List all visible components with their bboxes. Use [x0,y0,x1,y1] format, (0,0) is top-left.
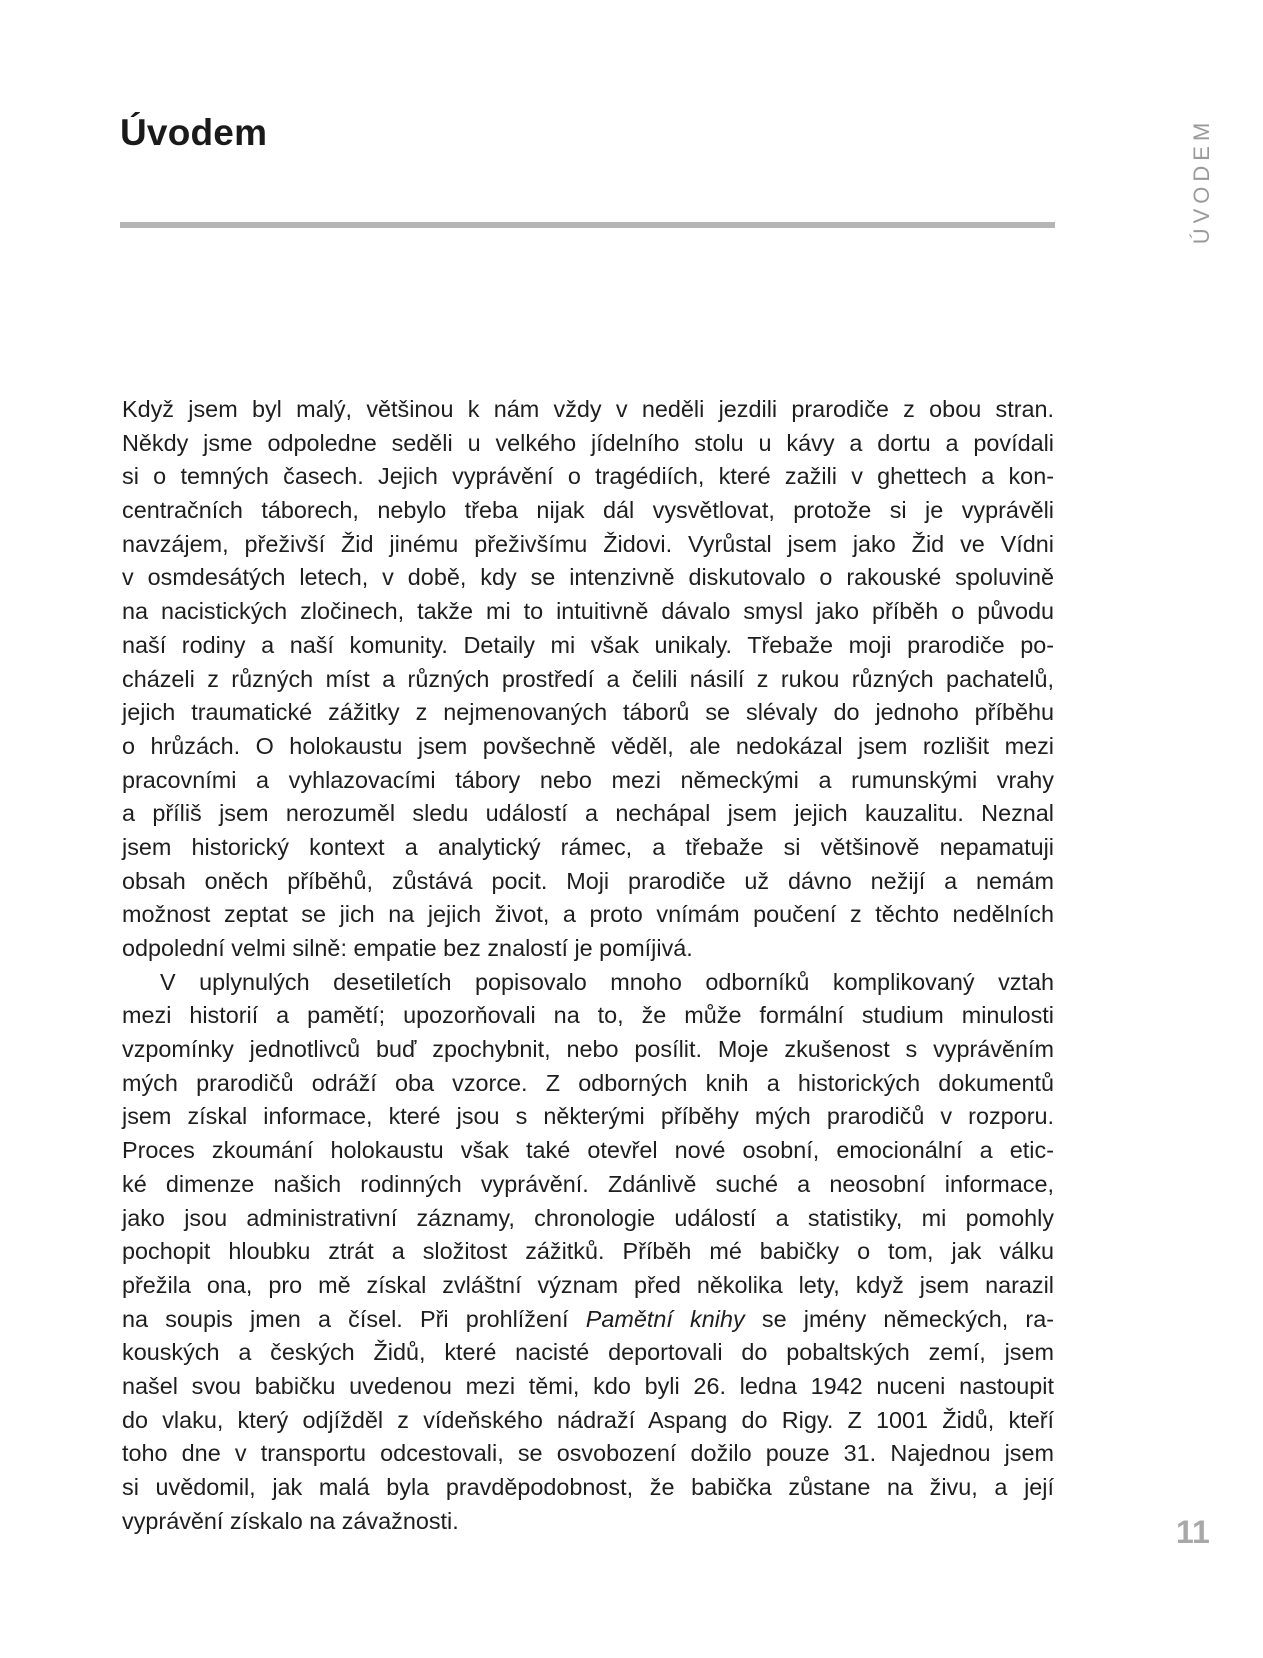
text-line: Někdy jsme odpoledne seděli u velkého jídelního stolu u kávy a dortu a povídali [122,429,1054,456]
text-line: obsah oněch příběhů, zůstává pocit. Moji prarodiče už dávno nežijí a nemám [122,867,1054,894]
text-line: přežila ona, pro mě získal zvláštní význam před několika lety, když jsem narazil [122,1271,1054,1298]
text-line: jsem historický kontext a analytický rámec, a třebaže si většinově nepamatuji [122,833,1054,860]
text-fragment: na soupis jmen a čísel. Při prohlížení [122,1305,586,1332]
text-line: v osmdesátých letech, v době, kdy se intenzivně diskutovalo o rakouské spoluvině [122,564,1054,591]
text-line: do vlaku, který odjížděl z vídeňského nádraží Aspang do Rigy. Z 1001 Židů, kteří [122,1406,1054,1433]
text-line: pochopit hloubku ztrát a složitost zážitků. Příběh mé babičky o tom, jak válku [122,1238,1054,1265]
text-line: mezi historií a pamětí; upozorňovali na to, že může formální studium minulosti [122,1002,1054,1029]
text-line-with-book-title [122,1303,1054,1337]
text-line: jako jsou administrativní záznamy, chronologie událostí a statistiky, mi pomohly [122,1204,1054,1231]
text-line: odpolední velmi silně: empatie bez znalostí je pomíjivá. [122,935,693,961]
text-line: Proces zkoumání holokaustu však také otevřel nové osobní, emocionální a etic- [122,1137,1054,1164]
text-line: o hrůzách. O holokaustu jsem povšechně věděl, ale nedokázal jsem rozlišit mezi [122,732,1054,759]
page-number: 11 [1176,1514,1210,1550]
text-line: ké dimenze našich rodinných vyprávění. Zdánlivě suché a neosobní informace, [122,1170,1054,1197]
text-line: pracovními a vyhlazovacími tábory nebo mezi německými a rumunskými vrahy [122,766,1054,793]
running-head [1185,117,1219,244]
running-head-text: ÚVODEM [1189,117,1214,244]
text-line: jejich traumatické zážitky z nejmenovaných táborů se slévaly do jednoho příběhu [122,699,1054,726]
text-line: centračních táborech, nebylo třeba nijak dál vysvětlovat, protože si je vyprávěli [122,497,1054,524]
text-line: a příliš jsem nerozuměl sledu událostí a nechápal jsem jejich kauzalitu. Neznal [122,800,1054,827]
text-line: vzpomínky jednotlivců buď zpochybnit, nebo posílit. Moje zkušenost s vyprávěním [122,1036,1054,1063]
text-line: si uvědomil, jak malá byla pravděpodobnost, že babička zůstane na živu, a její [122,1474,1054,1500]
text-line: mých prarodičů odráží oba vzorce. Z odborných knih a historických dokumentů [122,1069,1054,1096]
text-line: jsem získal informace, které jsou s některými příběhy mých prarodičů v rozporu. [122,1103,1054,1130]
text-line: toho dne v transportu odcestovali, se osvobození dožilo pouze 31. Najednou jsem [122,1440,1054,1467]
text-line: kouských a českých Židů, které nacisté deportovali do pobaltských zemí, jsem [122,1339,1054,1366]
text-line: naší rodiny a naší komunity. Detaily mi však unikaly. Třebaže moji prarodiče po- [122,631,1054,658]
text-line: Když jsem byl malý, většinou k nám vždy v neděli jezdili prarodiče z obou stran. [122,396,1054,422]
paragraph-1 [122,393,1054,966]
chapter-title: Úvodem [120,112,268,153]
text-line: V uplynulých desetiletích popisovalo mnoho odborníků komplikovaný vztah [160,968,1054,995]
text-fragment: se jmény německých, ra- [744,1305,1055,1332]
book-title: Pamětní knihy [585,1305,745,1332]
text-line: vyprávění získalo na závažnosti. [122,1507,459,1534]
body-text [122,393,1054,1538]
text-line: na nacistických zločinech, takže mi to intuitivně dávalo smysl jako příběh o původu [122,598,1054,625]
text-line: navzájem, přeživší Žid jinému přeživšímu Židovi. Vyrůstal jsem jako Žid ve Vídni [122,530,1054,557]
title-rule [120,222,1055,228]
paragraph-2 [122,966,1054,1539]
text-line: si o temných časech. Jejich vyprávění o tragédiích, které zažili v ghettech a kon- [122,463,1054,490]
text-line: našel svou babičku uvedenou mezi těmi, kdo byli 26. ledna 1942 nuceni nastoupit [122,1372,1054,1399]
text-line: cházeli z různých míst a různých prostředí a čelili násilí z rukou různých pachatelů, [122,665,1054,692]
text-line: možnost zeptat se jich na jejich život, a proto vnímám poučení z těchto nedělních [122,901,1054,928]
